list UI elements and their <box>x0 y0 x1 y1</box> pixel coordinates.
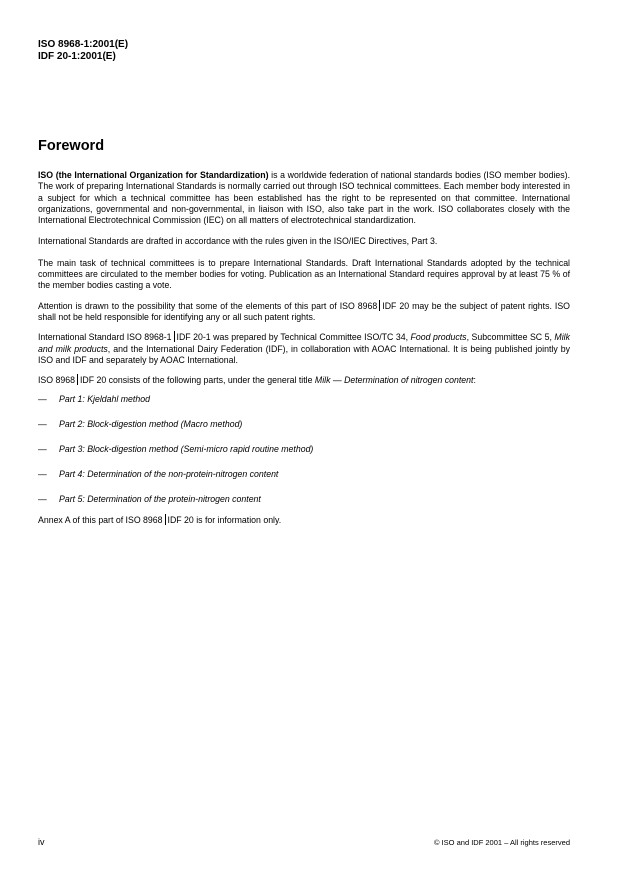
parts-list <box>38 394 570 505</box>
list-item <box>38 494 570 505</box>
separator-bar <box>165 514 166 525</box>
part-label: Part 3: Block-digestion method (Semi-micro rapid routine method) <box>59 444 314 455</box>
paragraph-preparation <box>38 331 570 366</box>
copyright-notice: © ISO and IDF 2001 – All rights reserved <box>433 838 570 847</box>
food-products-italic: Food products <box>410 332 467 343</box>
page-title: Foreword <box>38 138 105 154</box>
list-dash: — <box>38 444 47 455</box>
list-item <box>38 394 570 405</box>
paragraph-patent-rights <box>38 300 570 324</box>
idf-document-number: IDF 20-1:2001(E) <box>38 51 116 62</box>
foreword-body <box>38 170 570 537</box>
page-number: iv <box>38 837 45 847</box>
preparation-text-d: , and the International Dairy Federation (IDF), in collaboration with AOAC International. It is being published jointly by ISO and IDF and separately by AOAC International. <box>38 343 570 365</box>
separator-bar <box>174 331 175 342</box>
milk-products-italic: Milk and milk products <box>38 332 570 354</box>
iso-definition-bold: ISO (the International Organization for Standardization) <box>38 170 269 180</box>
general-title-italic: Milk — Determination of nitrogen content <box>314 375 474 386</box>
preparation-text-b: IDF 20-1 was prepared by Technical Committee ISO/TC 34, <box>176 332 411 343</box>
part-label: Part 2: Block-digestion method (Macro method) <box>59 419 243 430</box>
parts-intro-b: IDF 20 consists of the following parts, under the general title <box>79 375 315 386</box>
document-identifier <box>38 39 128 63</box>
part-label: Part 1: Kjeldahl method <box>59 394 150 405</box>
list-item <box>38 419 570 430</box>
part-label: Part 5: Determination of the protein-nitrogen content <box>59 494 261 505</box>
paragraph-parts-intro <box>38 374 570 386</box>
annex-text-b: IDF 20 is for information only. <box>167 515 282 526</box>
parts-intro-c: : <box>473 375 476 386</box>
list-dash: — <box>38 494 47 505</box>
part-label: Part 4: Determination of the non-protein-nitrogen content <box>59 469 279 480</box>
annex-text-a: Annex A of this part of ISO 8968 <box>38 515 163 526</box>
list-dash: — <box>38 394 47 405</box>
paragraph-technical-committees: The main task of technical committees is to prepare International Standards. Draft International Standards adopted by the technical committees are circulated to the member bodies for voting. Publication as an International Standard requires approval by at least 75 % of the member bodies casting a vote. <box>38 257 570 291</box>
iso-definition-text: is a worldwide federation of national standards bodies (ISO member bodies). The work of preparing International Standards is normally carried out through ISO technical committees. Each member body interested in a subject for which a technical committee has been established has the right to be represented on that committee. International organizations, governmental and non-governmental, in liaison with ISO, also take part in the work. ISO collaborates closely with the International Electrotechnical Commission (IEC) on all matters of electrotechnical standardization. <box>38 170 570 226</box>
list-dash: — <box>38 419 47 430</box>
parts-intro-a: ISO 8968 <box>38 375 75 386</box>
preparation-text-a: International Standard ISO 8968-1 <box>38 332 172 343</box>
preparation-text-c: , Subcommittee SC 5, <box>466 332 555 343</box>
separator-bar <box>77 374 78 385</box>
iso-document-number: ISO 8968-1:2001(E) <box>38 39 129 50</box>
separator-bar <box>379 300 380 311</box>
list-item <box>38 444 570 455</box>
paragraph-annex <box>38 514 570 526</box>
paragraph-directives: International Standards are drafted in accordance with the rules given in the ISO/IEC Directives, Part 3. <box>38 236 438 247</box>
patent-text-a: Attention is drawn to the possibility that some of the elements of this part of ISO 8968 <box>38 300 378 311</box>
patent-text-b: IDF 20 may be the subject of patent rights. ISO shall not be held responsible for identifying any or all such patent rights. <box>38 300 570 322</box>
list-item <box>38 469 570 480</box>
paragraph-iso-intro <box>38 170 570 226</box>
list-dash: — <box>38 469 47 480</box>
